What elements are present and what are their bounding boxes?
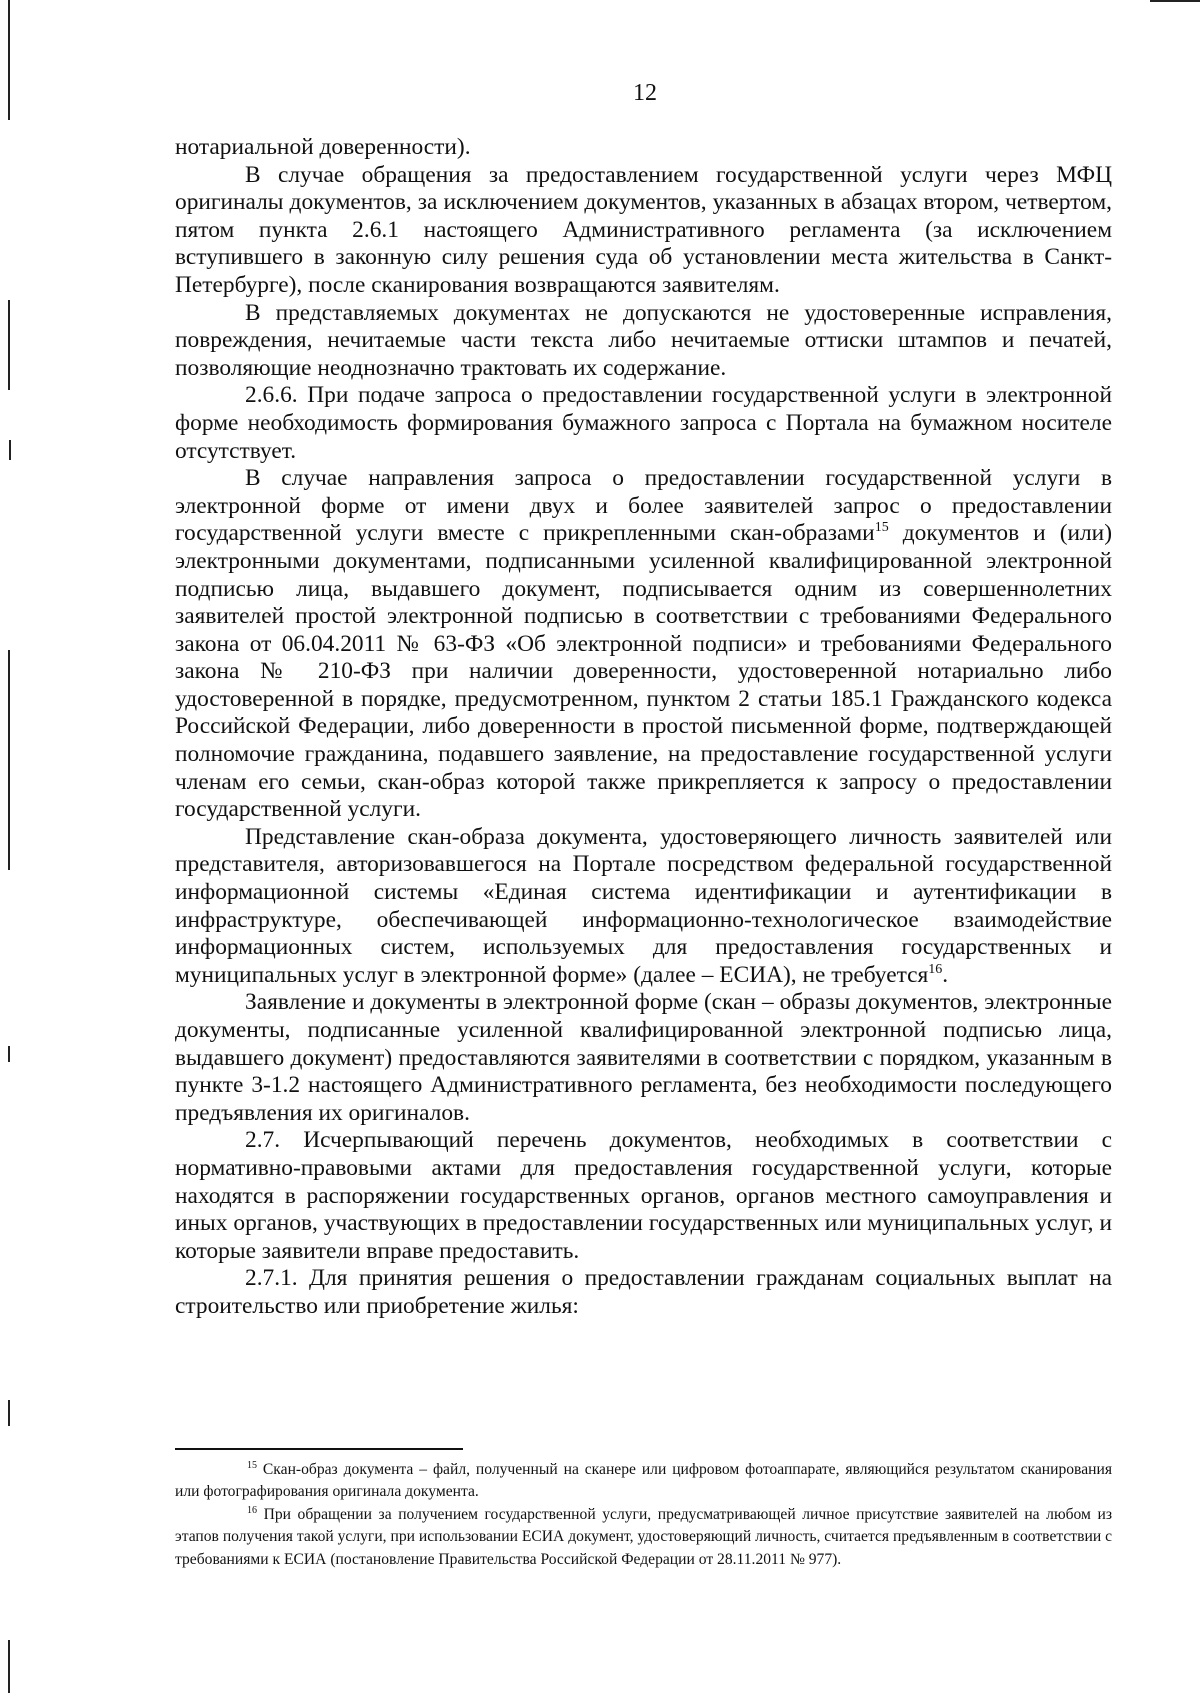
paragraph: 2.7. Исчерпывающий перечень документов, необходимых в соответствии с нормативно-правовыми актами для предоставления государственной услуги, которые находятся в распоряжении государственных органов, органов местного самоуправления и иных органов, участвующих в предоставлении государственных или муниципальных услуг, и которые заявители вправе предоставить. bbox=[175, 1127, 1112, 1264]
paragraph: 2.6.6. При подаче запроса о предоставлении государственной услуги в электронной форме необходимость формирования бумажного запроса с Портала на бумажном носителе отсутствует. bbox=[175, 382, 1112, 464]
paragraph bbox=[175, 465, 1112, 824]
paragraph: Заявление и документы в электронной форме (скан – образы документов, электронные документы, подписанные усиленной квалифицированной электронной подписью лица, выдавшего документ) предоставляются заявителями в соответствии с порядком, указанным в пункте 3-1.2 настоящего Административного регламента, без необходимости последующего предъявления их оригиналов. bbox=[175, 989, 1112, 1126]
scan-margin-mark bbox=[8, 1046, 10, 1062]
paragraph: В случае обращения за предоставлением государственной услуги через МФЦ оригиналы документов, за исключением документов, указанных в абзацах втором, четвертом, пятом пункта 2.6.1 настоящего Административного регламента (за исключением вступившего в законную силу решения суда об установлении места жительства в Санкт-Петербурге), после сканирования возвращаются заявителям. bbox=[175, 161, 1112, 298]
scan-corner-mark bbox=[1150, 0, 1200, 2]
document-body bbox=[175, 134, 1112, 1321]
footnote-mark: 16 bbox=[247, 1504, 257, 1516]
footnote-ref[interactable]: 16 bbox=[928, 962, 943, 978]
footnote-separator bbox=[175, 1448, 463, 1450]
footnotes bbox=[175, 1459, 1112, 1571]
scan-margin-mark bbox=[8, 300, 10, 390]
scan-margin-mark bbox=[8, 1400, 10, 1426]
page-number: 12 bbox=[633, 80, 657, 106]
footnote-ref[interactable]: 15 bbox=[874, 520, 889, 536]
footnote bbox=[175, 1459, 1112, 1504]
paragraph: В представляемых документах не допускаются не удостоверенные исправления, повреждения, нечитаемые части текста либо нечитаемые оттиски штампов и печатей, позволяющие неоднозначно трактовать их содержание. bbox=[175, 299, 1112, 381]
scan-margin-mark bbox=[9, 440, 11, 460]
footnote-text: Скан-образ документа – файл, полученный на сканере или цифровом фотоаппарате, являющийся результатом сканирования или фотографирования оригинала документа. bbox=[175, 1461, 1112, 1501]
paragraph-text: В случае направления запроса о предоставлении государственной услуги в электронной форме от имени двух и более заявителей запрос о предоставлении государственной услуги вместе с прикрепленными скан-образами bbox=[175, 465, 1112, 547]
paragraph: 2.7.1. Для принятия решения о предоставлении гражданам социальных выплат на строительство или приобретение жилья: bbox=[175, 1265, 1112, 1319]
paragraph-text: Представление скан-образа документа, удостоверяющего личность заявителей или представителя, авторизовавшегося на Портале посредством федеральной государственной информационной системы «Единая система идентификации и аутентификации в инфраструктуре, обеспечивающей информационно-технологическое взаимодействие информационных систем, используемых для предоставления государственных и муниципальных услуг в электронной форме» (далее – ЕСИА), не требуется bbox=[175, 823, 1112, 988]
footnote-text: При обращении за получением государственной услуги, предусматривающей личное присутствие заявителей на любом из этапов получения такой услуги, при использовании ЕСИА документ, удостоверяющий личность, считается предъявленным в соответствии с требованиями к ЕСИА (постановление Правительства Российской Федерации от 28.11.2011 № 977). bbox=[175, 1505, 1112, 1568]
paragraph bbox=[175, 824, 1112, 990]
scan-margin-mark bbox=[8, 1640, 10, 1693]
footnote bbox=[175, 1504, 1112, 1571]
scan-margin-mark bbox=[8, 650, 10, 870]
paragraph: нотариальной доверенности). bbox=[175, 134, 471, 160]
paragraph-text: документов и (или) электронными документами, подписанными усиленной квалифицированной электронной подписью лица, выдавшего документ, подписывается одним из совершеннолетних заявителей простой электронной подписью в соответствии с требованиями Федерального закона от 06.04.2011 № 63-ФЗ «Об электронной подписи» и требованиями Федерального закона № 210-ФЗ при наличии доверенности, удостоверенной нотариально либо удостоверенной в порядке, предусмотренном, пунктом 2 статьи 185.1 Гражданского кодекса Российской Федерации, либо доверенности в простой письменной форме, подтверждающей полномочие гражданина, подавшего заявление, на предоставление государственной услуги членам его семьи, скан-образ которой также прикрепляется к запросу о предоставлении государственной услуги. bbox=[175, 520, 1112, 823]
paragraph-text: . bbox=[942, 961, 949, 988]
footnote-mark: 15 bbox=[247, 1459, 257, 1471]
